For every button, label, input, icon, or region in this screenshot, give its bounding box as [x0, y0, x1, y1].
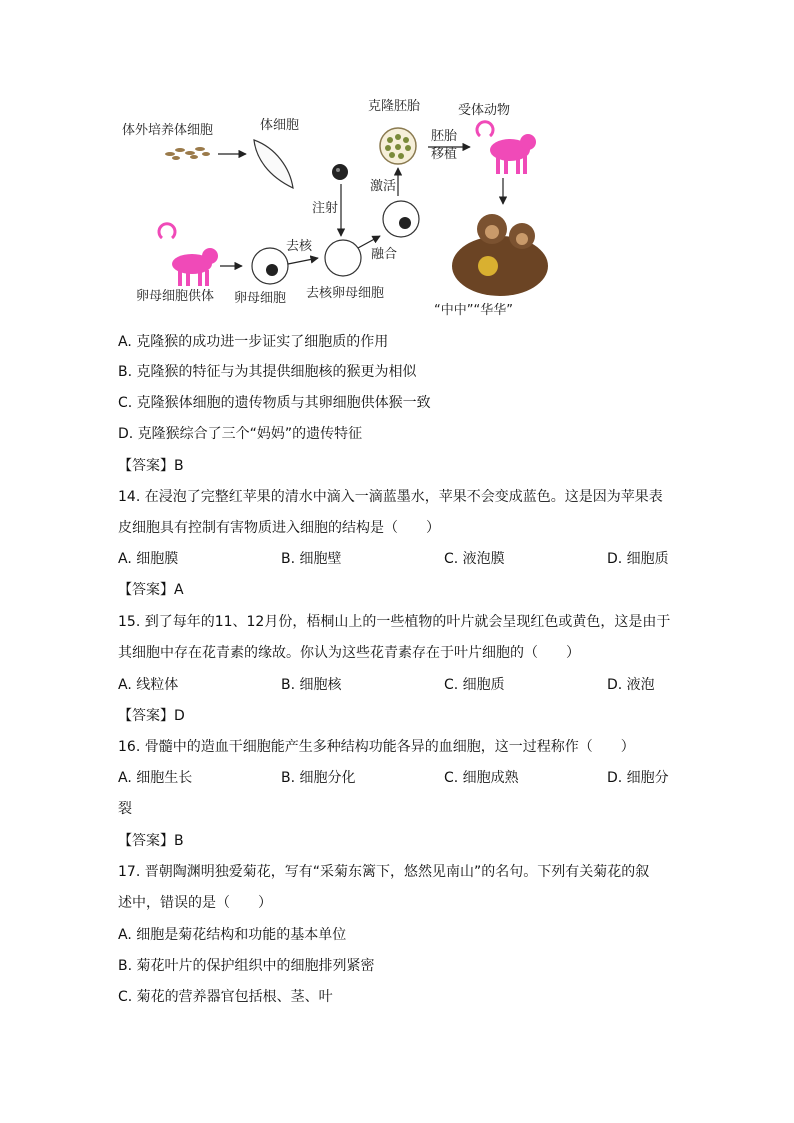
- q14-option-c: C. 液泡膜: [444, 551, 505, 567]
- recipient-monkey-icon: [477, 122, 536, 174]
- label-offspring: “中中”“华华”: [434, 303, 513, 318]
- q15-option-c: C. 细胞质: [444, 677, 505, 693]
- q15-options: [118, 675, 678, 695]
- q17-stem-line-1: 17. 晋朝陶渊明独爱菊花，写有“采菊东篱下，悠然见南山”的名句。下列有关菊花的叙: [118, 864, 650, 880]
- label-culture: 体外培养体细胞: [122, 123, 214, 138]
- label-somatic: 体细胞: [260, 118, 300, 133]
- q14-answer: 【答案】A: [118, 582, 184, 598]
- q16-option-a: A. 细胞生长: [118, 770, 193, 786]
- label-transfer-1: 胚胎: [431, 129, 458, 144]
- q15-answer: 【答案】D: [118, 708, 185, 724]
- q16-option-d: D. 细胞分: [607, 770, 669, 786]
- q15-stem-line-2: 其细胞中存在花青素的缘故。你认为这些花青素存在于叶片细胞的（ ）: [118, 645, 580, 661]
- q16-options: [118, 768, 678, 788]
- egg-donor-monkey-icon: [159, 224, 218, 286]
- q14-stem-line-1: 14. 在浸泡了完整红苹果的清水中滴入一滴蓝墨水，苹果不会变成蓝色。这是因为苹果表: [118, 489, 663, 505]
- q14-stem-line-2: 皮细胞具有控制有害物质进入细胞的结构是（ ）: [118, 520, 440, 536]
- label-activate: 激活: [370, 179, 397, 194]
- label-recipient: 受体动物: [458, 103, 511, 118]
- label-enucleate: 去核: [286, 239, 313, 254]
- q13-option-b: B. 克隆猴的特征与为其提供细胞核的猴更为相似: [118, 364, 417, 380]
- q14-option-d: D. 细胞质: [607, 551, 669, 567]
- enucleated-egg-icon: [325, 240, 361, 276]
- label-egg: 卵母细胞: [234, 291, 287, 306]
- cloning-diagram: [118, 96, 558, 318]
- label-fuse: 融合: [371, 247, 398, 262]
- label-transfer-2: 移植: [431, 147, 458, 162]
- q14-options: [118, 549, 678, 569]
- label-inject: 注射: [312, 201, 339, 216]
- q16-option-d-wrap: 裂: [118, 801, 132, 817]
- label-egg-donor: 卵母细胞供体: [136, 289, 215, 304]
- q17-option-a: A. 细胞是菊花结构和功能的基本单位: [118, 927, 347, 943]
- q15-option-b: B. 细胞核: [281, 677, 342, 693]
- q17-stem-line-2: 述中，错误的是（ ）: [118, 895, 272, 911]
- q16-stem-line-1: 16. 骨髓中的造血干细胞能产生多种结构功能各异的血细胞，这一过程称作（ ）: [118, 739, 635, 755]
- q15-stem-line-1: 15. 到了每年的11、12月份，梧桐山上的一些植物的叶片就会呈现红色或黄色，这是由于: [118, 614, 671, 630]
- q16-option-b: B. 细胞分化: [281, 770, 356, 786]
- q13-option-d: D. 克隆猴综合了三个“妈妈”的遗传特征: [118, 426, 363, 442]
- label-enucleated-egg: 去核卵母细胞: [306, 286, 385, 301]
- q16-option-c: C. 细胞成熟: [444, 770, 519, 786]
- q17-option-c: C. 菊花的营养器官包括根、茎、叶: [118, 989, 333, 1005]
- q13-option-a: A. 克隆猴的成功进一步证实了细胞质的作用: [118, 334, 389, 350]
- q17-option-b: B. 菊花叶片的保护组织中的细胞排列紧密: [118, 958, 375, 974]
- label-embryo: 克隆胚胎: [368, 99, 421, 114]
- cultured-cells-icon: [165, 147, 210, 160]
- q15-option-a: A. 线粒体: [118, 677, 179, 693]
- nucleus-icon: [332, 164, 348, 180]
- q14-option-a: A. 细胞膜: [118, 551, 179, 567]
- q15-option-d: D. 液泡: [607, 677, 655, 693]
- q13-answer: 【答案】B: [118, 458, 184, 474]
- q14-option-b: B. 细胞壁: [281, 551, 342, 567]
- cloned-monkeys-photo: [452, 214, 548, 296]
- q13-option-c: C. 克隆猴体细胞的遗传物质与其卵细胞供体猴一致: [118, 395, 431, 411]
- q16-answer: 【答案】B: [118, 833, 184, 849]
